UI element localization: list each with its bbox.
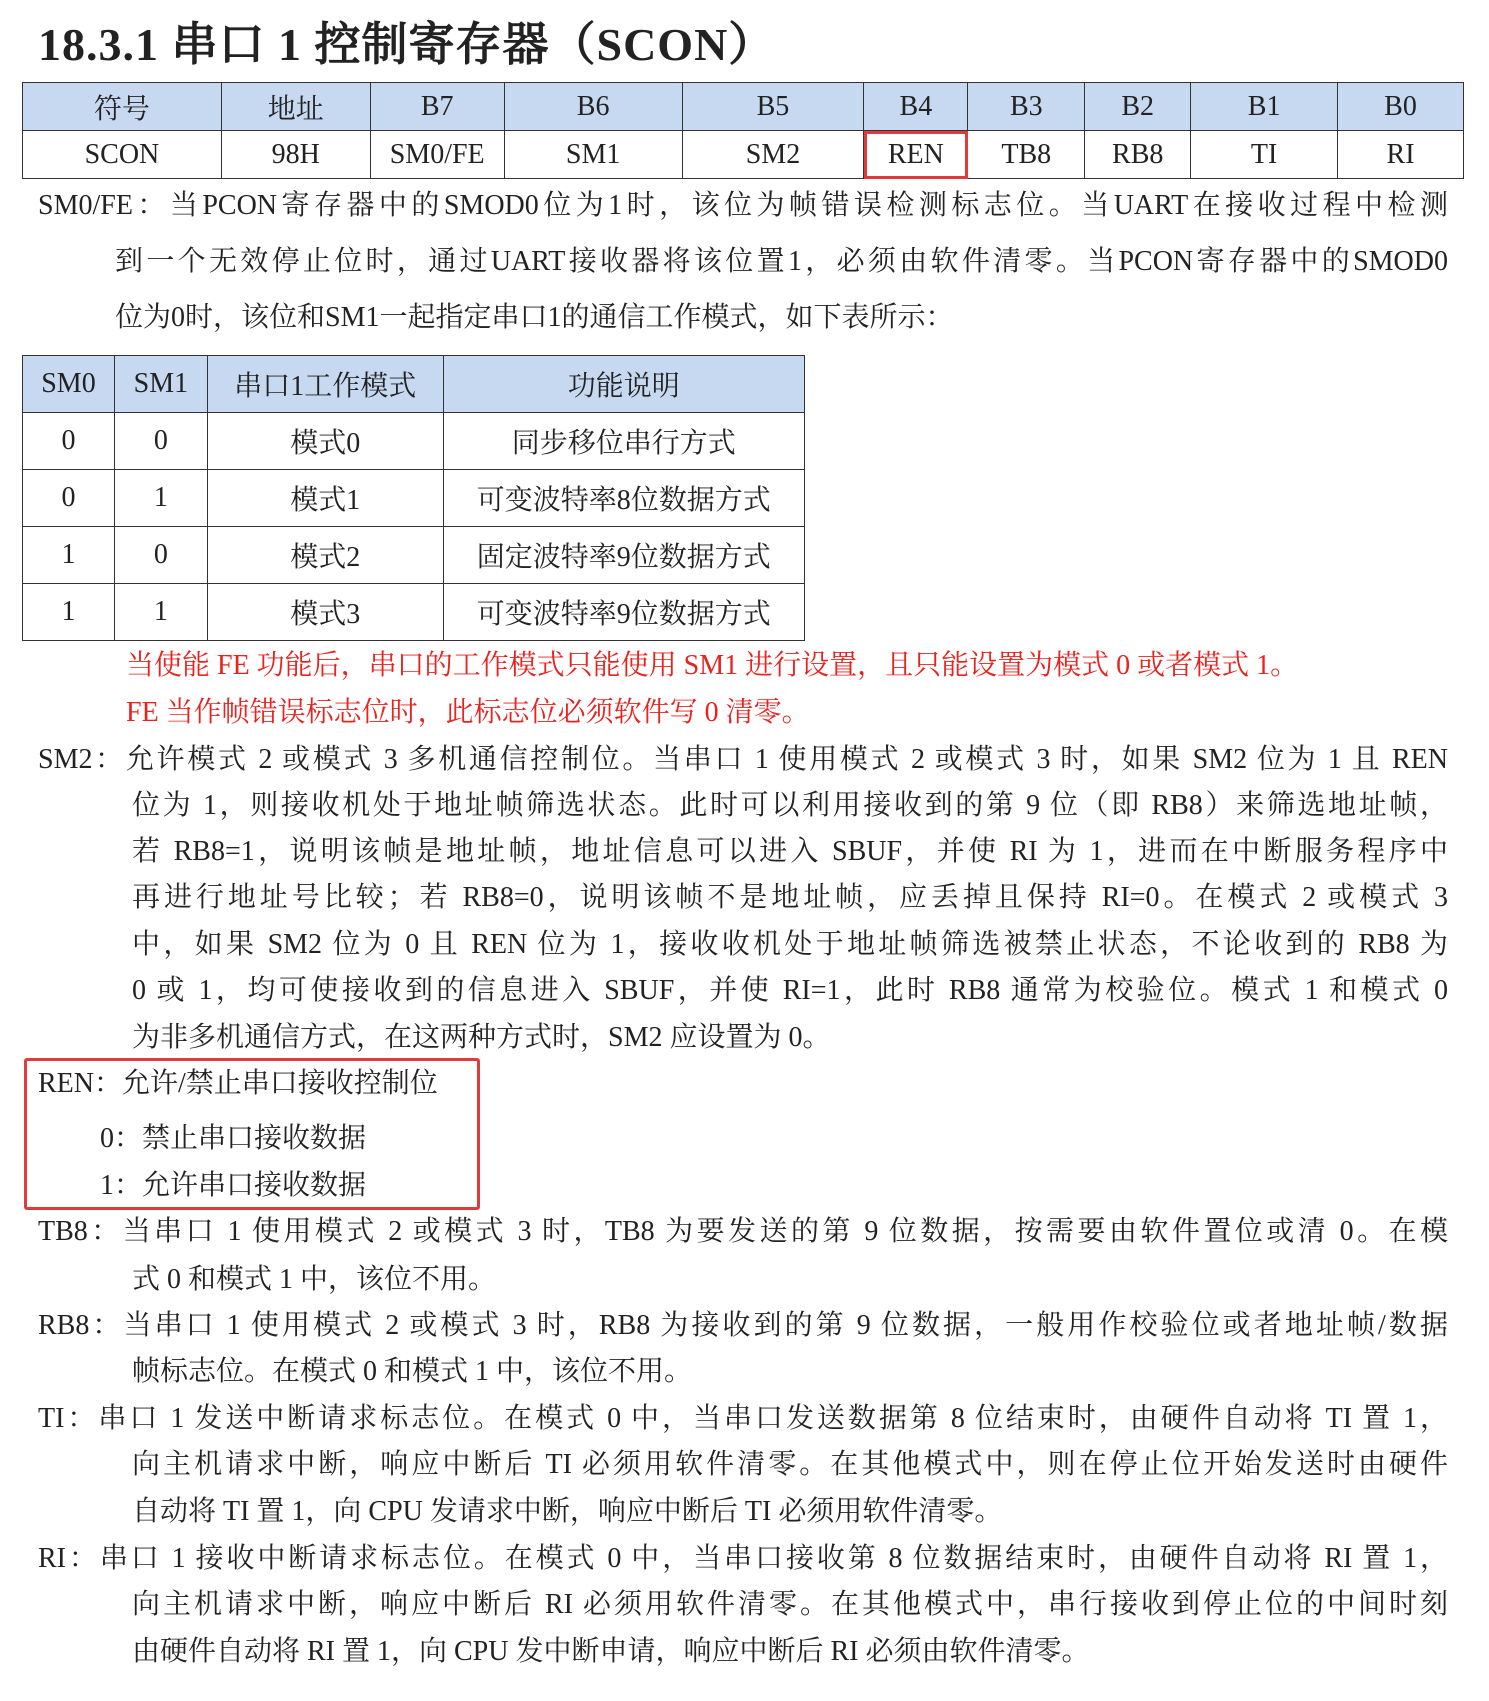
- table-row: [23, 527, 805, 584]
- mode-header-cell: 功能说明: [443, 356, 804, 413]
- register-header-cell: 地址: [221, 83, 370, 131]
- ri-line: 向主机请求中断，响应中断后 RI 必须用软件清零。在其他模式中，串行接收到停止位的中间时刻: [132, 1589, 1448, 1620]
- ren-line: 1：允许串口接收数据: [100, 1170, 367, 1201]
- sm2-line: 0 或 1，均可使接收到的信息进入 SBUF，并使 RI=1，此时 RB8 通常为校验位。模式 1 和模式 0: [132, 975, 1448, 1006]
- register-bit-ren: REN: [864, 131, 968, 179]
- sm0fe-line: 到一个无效停止位时，通过UART接收器将该位置1，必须由软件清零。当PCON寄存器中的SMOD0: [115, 246, 1448, 277]
- table-row: [23, 413, 805, 470]
- mode-cell: 0: [114, 527, 207, 584]
- mode-cell: 可变波特率9位数据方式: [443, 584, 804, 641]
- mode-header-cell: SM0: [23, 356, 115, 413]
- mode-cell: 0: [23, 413, 115, 470]
- mode-cell: 同步移位串行方式: [443, 413, 804, 470]
- mode-cell: 可变波特率8位数据方式: [443, 470, 804, 527]
- mode-header-cell: SM1: [114, 356, 207, 413]
- register-bit-ti: TI: [1191, 131, 1338, 179]
- mode-header-cell: 串口1工作模式: [207, 356, 443, 413]
- mode-cell: 1: [114, 584, 207, 641]
- rb8-line: RB8：当串口 1 使用模式 2 或模式 3 时，RB8 为接收到的第 9 位数据，一般用作校验位或者地址帧/数据: [38, 1310, 1448, 1341]
- mode-cell: 模式1: [207, 470, 443, 527]
- ti-line: TI：串口 1 发送中断请求标志位。在模式 0 中，当串口发送数据第 8 位结束时，由硬件自动将 TI 置 1，: [38, 1403, 1448, 1434]
- register-bit-98h: 98H: [221, 131, 370, 179]
- mode-cell: 1: [23, 584, 115, 641]
- sm2-line: 位为 1，则接收机处于地址帧筛选状态。此时可以利用接收到的第 9 位（即 RB8）来筛选地址帧，: [132, 790, 1448, 821]
- table-row: [23, 584, 805, 641]
- red-note-line: 当使能 FE 功能后，串口的工作模式只能使用 SM1 进行设置，且只能设置为模式 0 或者模式 1。: [126, 650, 1299, 681]
- mode-cell: 固定波特率9位数据方式: [443, 527, 804, 584]
- register-bit-rb8: RB8: [1085, 131, 1191, 179]
- register-header-cell: B6: [504, 83, 682, 131]
- sm2-line: 若 RB8=1，说明该帧是地址帧，地址信息可以进入 SBUF，并使 RI 为 1，进而在中断服务程序中: [132, 836, 1448, 867]
- mode-cell: 模式3: [207, 584, 443, 641]
- mode-table: [22, 355, 805, 641]
- register-bit-ri: RI: [1338, 131, 1464, 179]
- tb8-line: 式 0 和模式 1 中，该位不用。: [132, 1264, 497, 1295]
- register-header-cell: B4: [864, 83, 968, 131]
- register-table: [22, 82, 1464, 179]
- red-note-line: FE 当作帧错误标志位时，此标志位必须软件写 0 清零。: [126, 697, 810, 728]
- rb8-line: 帧标志位。在模式 0 和模式 1 中，该位不用。: [132, 1356, 693, 1387]
- mode-cell: 1: [23, 527, 115, 584]
- register-bit-sm1: SM1: [504, 131, 682, 179]
- table-row: [23, 470, 805, 527]
- mode-cell: 0: [114, 413, 207, 470]
- register-value-row: [23, 131, 1464, 179]
- sm2-line: 为非多机通信方式，在这两种方式时，SM2 应设置为 0。: [132, 1022, 831, 1053]
- mode-cell: 1: [114, 470, 207, 527]
- register-header-cell: B1: [1191, 83, 1338, 131]
- ren-line: 0：禁止串口接收数据: [100, 1123, 367, 1154]
- register-header-cell: B2: [1085, 83, 1191, 131]
- register-bit-tb8: TB8: [968, 131, 1085, 179]
- sm2-line: SM2：允许模式 2 或模式 3 多机通信控制位。当串口 1 使用模式 2 或模式 3 时，如果 SM2 位为 1 且 REN: [38, 744, 1448, 775]
- mode-cell: 0: [23, 470, 115, 527]
- register-header-cell: B0: [1338, 83, 1464, 131]
- tb8-line: TB8：当串口 1 使用模式 2 或模式 3 时，TB8 为要发送的第 9 位数据，按需要由软件置位或清 0。在模: [38, 1216, 1448, 1247]
- register-bit-sm0-fe: SM0/FE: [370, 131, 504, 179]
- register-header-cell: B5: [682, 83, 864, 131]
- register-bit-sm2: SM2: [682, 131, 864, 179]
- sm0fe-line: 位为0时，该位和SM1一起指定串口1的通信工作模式，如下表所示：: [115, 302, 954, 333]
- ri-line: RI：串口 1 接收中断请求标志位。在模式 0 中，当串口接收第 8 位数据结束时，由硬件自动将 RI 置 1，: [38, 1543, 1448, 1574]
- register-bit-scon: SCON: [23, 131, 222, 179]
- register-header-row: [23, 83, 1464, 131]
- ti-line: 自动将 TI 置 1，向 CPU 发请求中断，响应中断后 TI 必须用软件清零。: [132, 1496, 1003, 1527]
- mode-cell: 模式0: [207, 413, 443, 470]
- register-header-cell: B3: [968, 83, 1085, 131]
- mode-cell: 模式2: [207, 527, 443, 584]
- sm2-line: 再进行地址号比较；若 RB8=0，说明该帧不是地址帧，应丢掉且保持 RI=0。在模式 2 或模式 3: [132, 882, 1448, 913]
- mode-header-row: [23, 356, 805, 413]
- register-header-cell: B7: [370, 83, 504, 131]
- sm0fe-line: SM0/FE：当PCON寄存器中的SMOD0位为1时，该位为帧错误检测标志位。当UART在接收过程中检测: [38, 190, 1448, 221]
- ti-line: 向主机请求中断，响应中断后 TI 必须用软件清零。在其他模式中，则在停止位开始发送时由硬件: [132, 1449, 1448, 1480]
- ren-line: REN：允许/禁止串口接收控制位: [38, 1068, 438, 1099]
- register-header-cell: 符号: [23, 83, 222, 131]
- section-title: 18.3.1 串口 1 控制寄存器（SCON）: [38, 19, 776, 70]
- ri-line: 由硬件自动将 RI 置 1，向 CPU 发中断申请，响应中断后 RI 必须由软件清零。: [132, 1636, 1090, 1667]
- sm2-line: 中，如果 SM2 位为 0 且 REN 位为 1，接收收机处于地址帧筛选被禁止状态，不论收到的 RB8 为: [132, 929, 1448, 960]
